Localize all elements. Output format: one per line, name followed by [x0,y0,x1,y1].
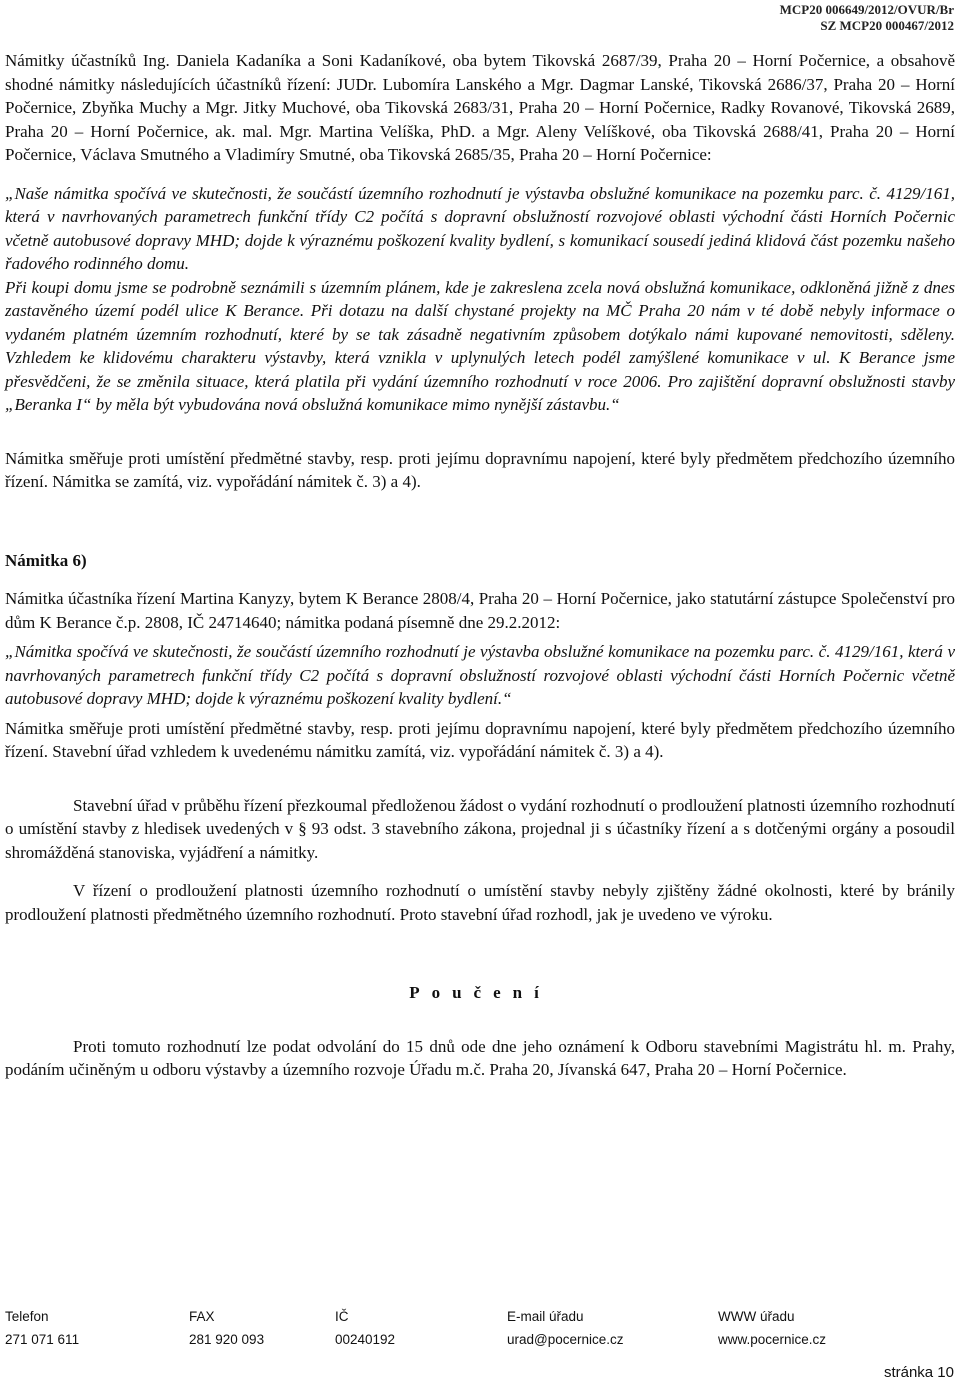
footer-fax: FAX 281 920 093 [189,1309,265,1347]
footer-ic: IČ 00240192 [335,1309,396,1347]
footer-email: E-mail úřadu urad@pocernice.cz [507,1305,624,1351]
paragraph-objection-6-quote: „Námitka spočívá ve skutečnosti, že součástí územního rozhodnutí je výstavba obslužné komunikace na pozemku parc. č. 4129/161, která v navrhovaných parametrech funkční třídy C2 počítá s dopravní obslužností rozvojové oblasti východní části Horních Počernic včetně autobusové dopravy MHD; dojde k výraznému poškození kvality bydlení.“ [5,642,955,708]
footer-phone: Telefon 271 071 611 [5,1309,80,1347]
paragraph-appeal-instruction: Proti tomuto rozhodnutí lze podat odvolání do 15 dnů ode dne jeho oznámení k Odboru stavebními Magistrátu hl. m. Prahy, podáním učiněným u odboru výstavby a územního rozvoje Úřadu m.č. Praha 20, Jívanská 647, Praha 20 – Horní Počernice. [5,1036,955,1079]
paragraph-objection-6-participant: Námitka účastníka řízení Martina Kanyzy, bytem K Berance 2808/4, Praha 20 – Horní Počernice, jako statutární zástupce Společenství pro dům K Berance č.p. 2808, IČ 24714640; námitka podaná písemně dne 29.2.2012: [5,589,955,632]
email-link[interactable]: urad@pocernice.cz [507,1332,624,1347]
paragraph-review: Stavební úřad v průběhu řízení přezkoumal předloženou žádost o vydání rozhodnutí o prodloužení platnosti územního rozhodnutí o umístění stavby z hledisek uvedených v § 93 odst. 3 stavebního zákona, projednal ji s účastníky řízení a s dotčenými orgány a posoudil shromážděná stanoviska, vyjádření a námitky. [5,795,955,862]
heading-objection-6: Námitka 6) [5,550,87,570]
footer-www: WWW úřadu www.pocernice.cz [718,1305,826,1351]
paragraph-objection-quote-1: „Naše námitka spočívá ve skutečnosti, že součástí územního rozhodnutí je výstavba obslužné komunikace na pozemku parc. č. 4129/161, která v navrhovaných parametrech funkční třídy C2 počítá s dopravní obslužností rozvojové oblasti východní části Horních Počernic včetně autobusové dopravy MHD; dojde k výraznému poškození kvality bydlení, s komunikací sousedí jediná klidová část pozemku našeho řadového rodinného domu. [5,183,955,273]
paragraph-conclusion: V řízení o prodloužení platnosti územního rozhodnutí o umístění stavby nebyly zjištěny žádné okolnosti, které by bránily prodloužení platnosti předmětného územního rozhodnutí. Proto stavební úřad rozhodl, jak je uvedeno ve výroku. [5,881,955,924]
website-link[interactable]: www.pocernice.cz [718,1332,827,1347]
reference-number-1: MCP20 006649/2012/OVUR/Br [779,2,954,17]
reference-numbers [780,2,954,34]
heading-pouceni: Poučení [409,983,551,1002]
document-body [5,49,955,1082]
paragraph-objection-6-resolution: Námitka směřuje proti umístění předmětné stavby, resp. proti jejímu dopravnímu napojení, které byly předmětem předchozího územního řízení. Stavební úřad vzhledem k uvedenému námitku zamítá, viz. vypořádání námitek č. 3) a 4). [5,718,955,761]
paragraph-objection-resolution: Námitka směřuje proti umístění předmětné stavby, resp. proti jejímu dopravnímu napojení, které byly předmětem předchozího územního řízení. Námitka se zamítá, viz. vypořádání námitek č. 3) a 4). [5,448,955,491]
paragraph-objection-participants: Námitky účastníků Ing. Daniela Kadaníka a Soni Kadaníkové, oba bytem Tikovská 2687/39, Praha 20 – Horní Počernice, a obsahově shodné námitky následujících účastníků řízení: JUDr. Lubomíra Lanského a Mgr. Dagmar Lanské, Tikovská 2686/37, Praha 20 – Horní Počernice, Zbyňka Muchy a Mgr. Jitky Muchové, oba Tikovská 2683/31, Praha 20 – Horní Počernice, Radky Rovanové, Tikovská 2689, Praha 20 – Horní Počernice, ak. mal. Mgr. Martina Velíška, PhD. a Mgr. Aleny Velíškové, oba Tikovská 2688/41, Praha 20 – Horní Počernice, Václava Smutného a Vladimíry Smutné, oba Tikovská 2685/35, Praha 20 – Horní Počernice: [5,51,955,164]
paragraph-objection-quote-2: Při koupi domu jsme se podrobně seznámili s územním plánem, kde je zakreslena zcela nová obslužná komunikace, odkloněná jižně z dnes zastavěného území podél ulice K Berance. Při dotazu na další chystané projekty na MČ Praha 20 nám v té době nebyly informace o vydaném platném územním rozhodnutí, které by se tak zásadně negativním způsobem dotýkalo námi kupované nemovitosti, sděleny. Vzhledem ke klidovému charakteru výstavby, která vznikla v uplynulých letech podél zamýšlené komunikace v ul. K Berance jsme přesvědčeni, že se změnila situace, která platila při vydání územního rozhodnutí v roce 2006. Pro zajištění dopravní obslužnosti stavby „Beranka I“ by měla být vybudována nová obslužná komunikace mimo nynější zástavbu.“ [5,277,955,414]
reference-number-2: SZ MCP20 000467/2012 [820,18,954,33]
page-number: stránka 10 [883,1364,954,1381]
